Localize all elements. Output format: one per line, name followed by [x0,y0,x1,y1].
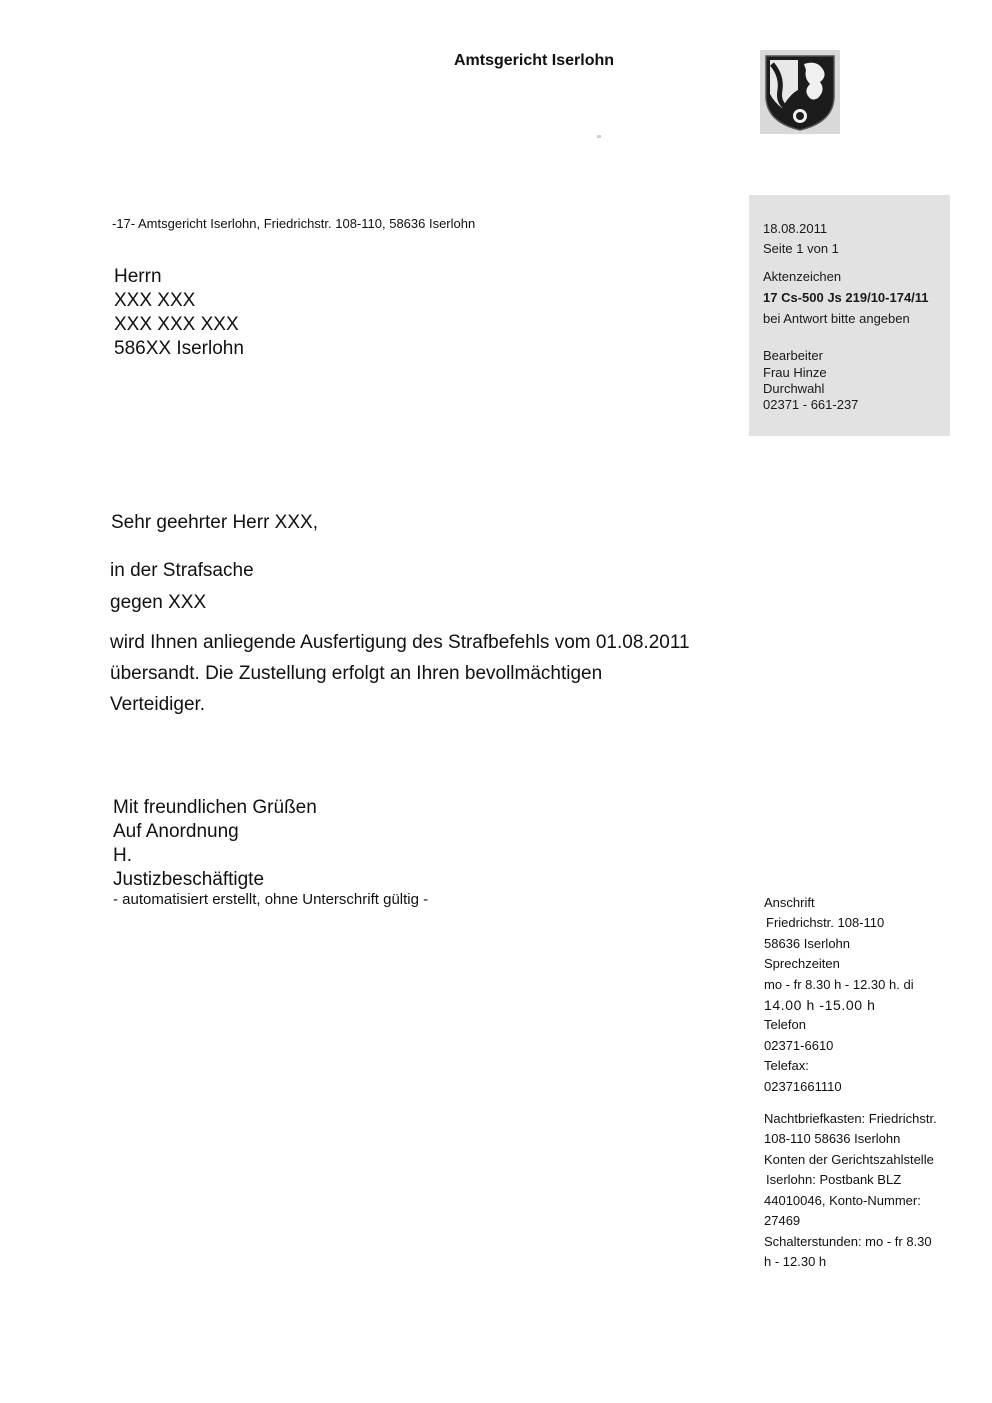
recipient-address [114,265,244,361]
letter-closing [113,796,317,892]
office-hours-label: Sprechzeiten [764,956,840,972]
court-city: 58636 Iserlohn [764,935,851,951]
fax-number: 02371661110 [764,1078,842,1094]
closing-line: Auf Anordnung [113,821,239,842]
clerk-label: Bearbeiter [763,348,823,363]
recipient-city: 586XX Iserlohn [114,338,244,359]
counter-hours-line: Schalterstunden: mo - fr 8.30 [764,1233,932,1249]
letter-date: 18.08.2011 [763,221,828,236]
automated-note: - automatisiert erstellt, ohne Unterschrift gültig - [113,891,429,908]
recipient-salutation: Herrn [114,266,162,287]
address-label: Anschrift [764,895,815,910]
subject-line: in der Strafsache [110,560,254,581]
nrw-coat-of-arms-icon [760,50,840,134]
letter-body [110,627,690,720]
clerk-name: Frau Hinze [763,365,827,380]
recipient-street: XXX XXX XXX [114,314,239,335]
night-mailbox-line: Nachtbriefkasten: Friedrichstr. [764,1111,937,1127]
office-hours-line: 14.00 h -15.00 h [764,997,876,1014]
court-contact-sidebar [764,893,937,1272]
court-title: Amtsgericht Iserlohn [454,52,615,69]
counter-hours-line: h - 12.30 h [764,1253,827,1269]
closing-line: Justizbeschäftigte [113,869,265,890]
accounts-line: Iserlohn: Postbank BLZ [766,1172,902,1188]
extension-number: 02371 - 661-237 [763,397,859,412]
file-reference-note: bei Antwort bitte angeben [763,311,910,326]
closing-line: Mit freundlichen Grüßen [113,797,317,818]
body-line: Verteidiger. [110,694,206,715]
file-reference-label: Aktenzeichen [763,269,842,284]
subject-line: gegen XXX [110,592,207,613]
accounts-line: 27469 [764,1213,801,1229]
phone-label: Telefon [764,1017,806,1033]
court-street: Friedrichstr. 108-110 [766,915,885,931]
fax-label: Telefax: [764,1058,809,1074]
phone-number: 02371-6610 [764,1037,834,1053]
recipient-name: XXX XXX [114,290,196,311]
letter-subject [110,555,254,619]
file-reference: 17 Cs-500 Js 219/10-174/11 [763,290,929,305]
closing-line: H. [113,845,132,866]
scan-speck [597,135,601,138]
extension-label: Durchwahl [763,381,825,396]
accounts-line: 44010046, Konto-Nummer: [764,1192,921,1208]
body-line: übersandt. Die Zustellung erfolgt an Ihren bevollmächtigen [110,663,603,684]
office-hours-line: mo - fr 8.30 h - 12.30 h. di [764,976,914,992]
body-line: wird Ihnen anliegende Ausfertigung des Strafbefehls vom 01.08.2011 [110,632,690,653]
letter-greeting: Sehr geehrter Herr XXX, [111,512,318,533]
return-address: -17- Amtsgericht Iserlohn, Friedrichstr. 108-110, 58636 Iserlohn [112,216,476,231]
reference-info-box [749,195,950,436]
page-count: Seite 1 von 1 [763,241,839,256]
night-mailbox-line: 108-110 58636 Iserlohn [764,1131,901,1147]
accounts-line: Konten der Gerichtszahlstelle [764,1151,934,1167]
